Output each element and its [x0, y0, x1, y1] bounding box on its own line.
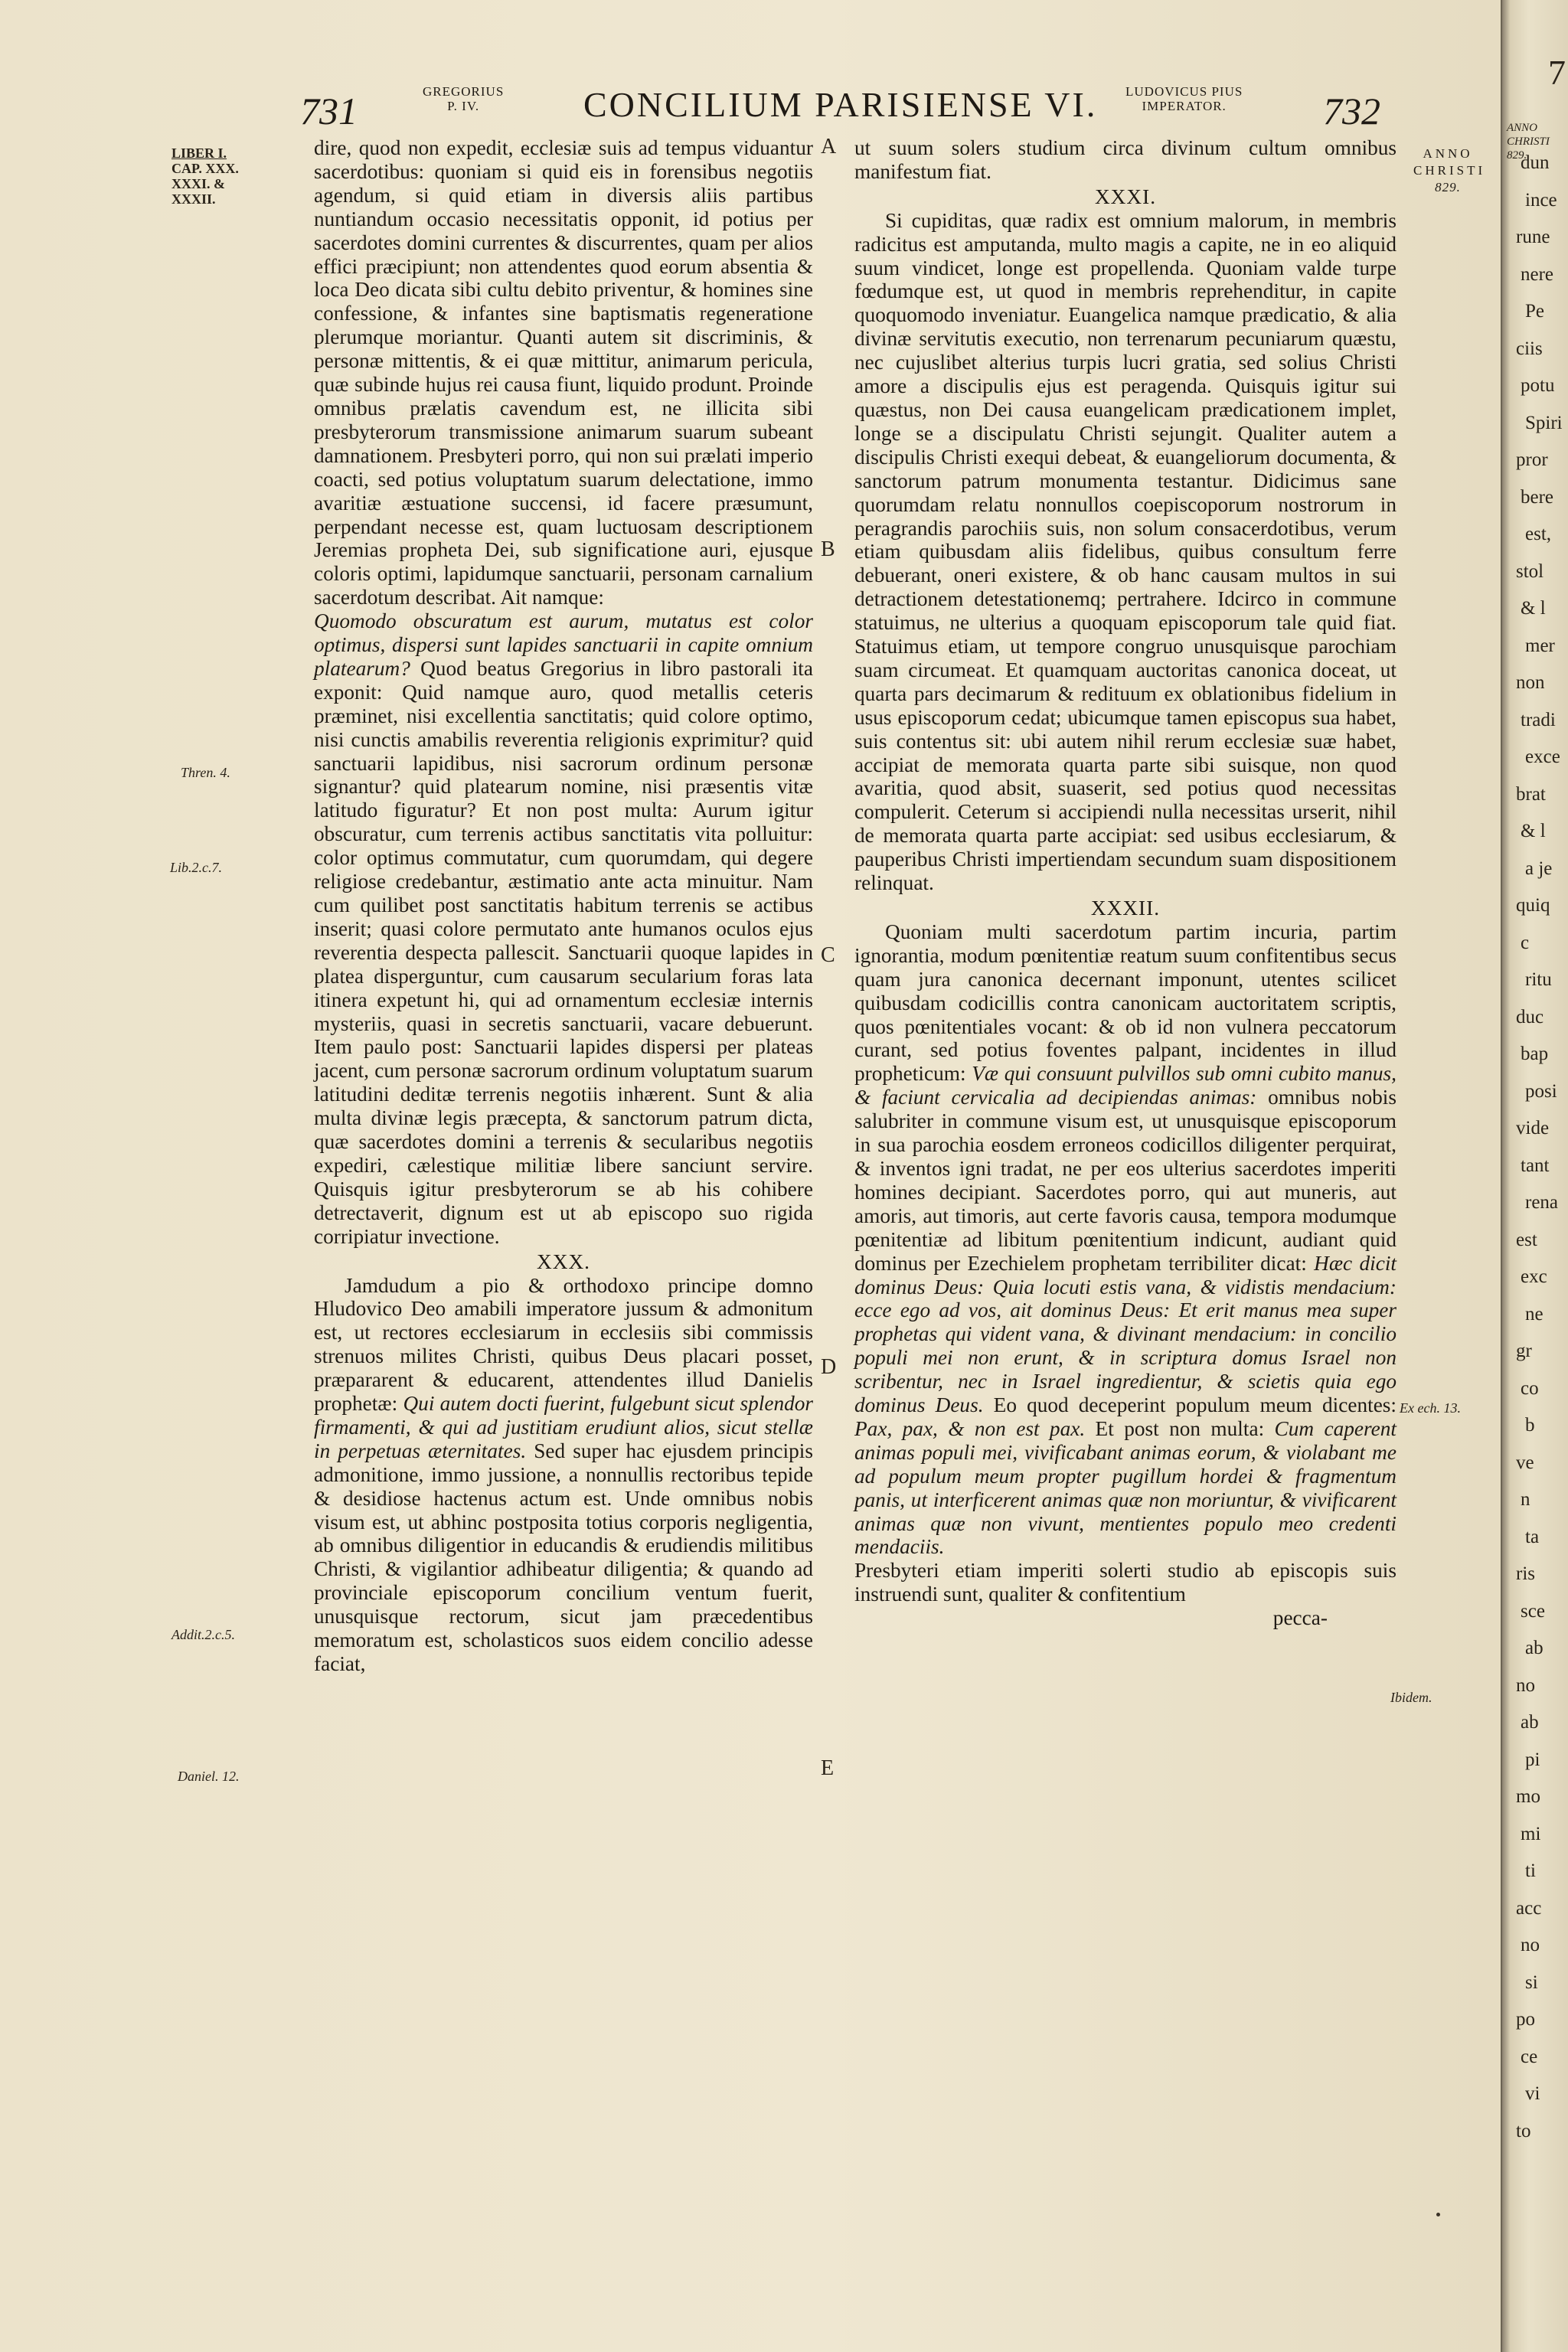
next-page-fragment: b [1525, 1415, 1535, 1436]
next-page-fragment: acc [1516, 1897, 1542, 1919]
left-column [314, 136, 813, 1676]
next-page-fragment: si [1525, 1971, 1538, 1993]
next-page-fragment: a je [1525, 858, 1553, 879]
next-page-fragment: ce [1521, 2046, 1538, 2067]
next-page-fragment: brat [1516, 783, 1546, 805]
right-quote-2: Hæc dicit dominus Deus: Quia locuti estis vana, & vidistis mendacium: ecce ego ad vos, ait dominus Deus: Et erit manus mea super prophetas qui vident vana, & divinant mendacium: in concilio populi mei non erunt, & in scriptura domus Israel non scribentur, nec in Israel ingredientur, & scietis quia ego dominus Deus. [854, 1251, 1396, 1417]
next-page-fragment: posi [1525, 1080, 1557, 1102]
left-paragraph-3 [314, 1274, 813, 1676]
next-page-fragment: exc [1521, 1266, 1547, 1287]
right-quote-3: Pax, pax, & non est pax. [854, 1416, 1086, 1440]
left-paragraph-1: dire, quod non expedit, ecclesiæ suis ad tempus viduantur sacerdotibus: quoniam si quid eis in forensibus negotiis agendum, si quid etiam in diversis aliis partibus nuntiandum occasio necessitatis opponit, id potius per sacerdotes domini currentes & discurrentes, quam per alios effici præcipiunt; non attendentes quod eorum absentia & loca Deo dicata sibi cultu debito priventur, & homines sine confessione, & infantes sine baptismatis regeneratione plerumque moriantur. Quanti autem sit discriminis, & personæ mittentis, & ei quæ mittitur, animarum pericula, quæ subinde hujus rei causa fiunt, liquido produnt. Proinde omnibus prælatis cavendum est, ne illicita sibi presbyterorum transmissione animarum suarum subeant damnationem. Presbyteri porro, qui non sui prælati imperio coacti, sed potius voluptatum suarum delectatione, immo avaritiæ æstuatione succensi, id facere præsumunt, perpendant necesse est, quam luctuosam descriptionem Jeremias propheta Dei, sub significatione auri, ejusque coloris optimi, lapidumque sanctuarii, personam carnalium sacerdotum describat. Ait namque: [314, 136, 813, 609]
section-letter-d: D [821, 1355, 837, 1379]
next-page-fragment: CHRISTI [1507, 136, 1550, 148]
catchword: pecca- [1272, 1606, 1328, 1630]
next-page-fragment: sce [1521, 1600, 1545, 1622]
left-paragraph-3-rest: Sed super hac ejusdem principis admonitione, immo jussione, a nonnullis rectoribus tepide & desidiose hactenus actum est. Unde omnibus nobis visum est, ut abhinc postposita totius corporis negligentia, ab omnibus diligentior in educandis & erudiendis militibus Christi, & vigilantior adhibeatur diligentia; & quando ad provinciale episcoporum concilium ventum fuerit, unusquisque rectorum, sicut jam præcedentibus memoratum est, scholasticos suos eidem concilio adesse faciat, [314, 1439, 813, 1675]
next-page-fragment: no [1521, 1935, 1540, 1955]
left-quote-1: Quomodo obscuratum est aurum, mutatus est color optimus, dispersi sunt lapides sanctuarii in capite omnium platearum? [314, 609, 813, 680]
next-page-fragment: exce [1525, 746, 1560, 767]
next-page-fragment: potu [1521, 375, 1555, 396]
next-page-fragment: quiq [1516, 895, 1550, 916]
section-letter-b: B [821, 537, 835, 561]
next-page-fragment: mo [1516, 1786, 1540, 1807]
page-number-left: 731 [300, 90, 358, 132]
next-page-fragment: dun [1521, 152, 1550, 173]
next-page-fragment: tant [1521, 1155, 1550, 1176]
right-quote-4: Cum caperent animas populi mei, vivificabant animas eorum, & violabant me ad populum meum propter pugillum hordei & fragmentum panis, ut interficerent animas quæ non moriuntur, & vivificarent animas quæ non vivunt, mentientes populo meo credenti mendaciis. [854, 1416, 1396, 1559]
margin-note-thren: Thren. 4. [181, 765, 230, 780]
next-page-fragment: ve [1516, 1452, 1534, 1473]
year-label: ANNO CHRISTI [1413, 146, 1486, 178]
next-page-fragment: pi [1525, 1749, 1540, 1770]
left-paragraph-3-text: Jamdudum a pio & orthodoxo principe domno Hludovico Deo amabili imperatore jussum & admonitum est, ut rectores ecclesiarum in ecclesiis sibi commissis strenuos milites Christi, quibus Deus placari posset, præpararent & educarent, attendentes illud Danielis prophetæ: [314, 1273, 813, 1416]
next-page-fragment: ANNO [1507, 122, 1538, 134]
next-page-fragment: no [1516, 1674, 1535, 1696]
margin-liber-line4: XXXII. [172, 191, 216, 207]
margin-liber-line3: XXXI. & [172, 176, 225, 191]
running-head-left-line1: GREGORIUS [423, 84, 505, 99]
margin-note-daniel: Daniel. 12. [178, 1769, 240, 1784]
next-page-fragment: vi [1525, 2083, 1540, 2104]
next-page-fragment: bere [1521, 486, 1554, 508]
margin-note-ezech: Ex ech. 13. [1400, 1400, 1461, 1416]
margin-note-ibidem: Ibidem. [1390, 1690, 1432, 1705]
running-head-right [1125, 84, 1243, 113]
running-head-right-line1: LUDOVICUS PIUS [1125, 84, 1243, 99]
margin-note-addit: Addit.2.c.5. [172, 1627, 235, 1642]
next-page-fragment: bap [1521, 1044, 1549, 1064]
next-page-fragment: 829. [1507, 149, 1527, 162]
right-paragraph-2-mid: omnibus nobis salubriter in commune visum est, ut unusquisque episcoporum in sua parochia eosdem erroneos codicillos diligenter perquirat, & inventos igni tradat, ne per eos ulterius sacerdotes imperiti homines decipiant. Sacerdotes porro, qui aut muneris, aut amoris, aut timoris, aut certe favoris causa, tempora modumque pœnitentiæ ad libitum pœnitentium indicunt, audiant quid dominus per Ezechielem prophetam terribiliter dicat: [854, 1086, 1396, 1275]
section-letter-c: C [821, 943, 835, 967]
next-page-fragment: nere [1521, 263, 1554, 285]
next-page-fragment: ab [1521, 1712, 1539, 1733]
left-quote-2: Qui autem docti fuerint, fulgebunt sicut splendor firmamenti, & qui ad justitiam erudiunt alios, sicut stellæ in perpetuas æternitates. [314, 1392, 814, 1462]
margin-note-liber [172, 145, 239, 207]
right-paragraph-2-mid2: Eo quod deceperint populum meum dicentes: [993, 1393, 1397, 1417]
next-page-fragment: ta [1525, 1526, 1540, 1547]
next-page-fragment: n [1521, 1489, 1530, 1510]
next-page-fragment: c [1521, 932, 1530, 953]
right-paragraph-2-text: Quoniam multi sacerdotum partim incuria, partim ignorantia, modum pœnitentiæ reatum suum confitentibus secus quam jura canonica decernant imponunt, utentes scilicet quibusdam codicillis contra canonicam auctoritatem scriptis, quos pœnitentiales vocant: & ob id non vulnera peccatorum curant, sed potius foventes palpant, incidentes in illud propheticum: [854, 920, 1396, 1086]
page-number-right: 732 [1323, 90, 1380, 132]
page-speck [1436, 2213, 1440, 2216]
margin-liber-line2: CAP. XXX. [172, 161, 239, 176]
next-page-fragment: pror [1516, 449, 1548, 470]
next-page-fragment: ince [1525, 189, 1557, 211]
right-paragraph-0: ut suum solers studium circa divinum cultum omnibus manifestum fiat. [854, 136, 1396, 183]
next-page-fragment: stol [1516, 560, 1544, 582]
chapter-heading-xxx: XXX. [537, 1250, 590, 1273]
left-paragraph-2 [314, 609, 813, 1248]
next-page-fragment: ne [1525, 1303, 1544, 1325]
next-page-fragment: Spiri [1525, 412, 1563, 433]
running-head-right-line2: IMPERATOR. [1142, 99, 1227, 113]
right-paragraph-3: Presbyteri etiam imperiti solerti studio ab episcopis suis instruendi sunt, qualiter & confitentium [854, 1559, 1396, 1606]
margin-note-lib: Lib.2.c.7. [170, 860, 223, 875]
page-title: CONCILIUM PARISIENSE VI. [583, 85, 1098, 124]
next-page-fragment: 7 [1548, 53, 1566, 92]
year-value: 829. [1435, 180, 1461, 194]
next-page-fragment: Pe [1525, 301, 1544, 322]
running-head-left-line2: P. IV. [447, 99, 480, 113]
section-letter-e: E [821, 1756, 835, 1780]
right-paragraph-2 [854, 920, 1396, 1559]
next-page-fragment: ab [1525, 1638, 1544, 1658]
next-page-fragment: ti [1525, 1860, 1536, 1881]
next-page-fragment: & l [1521, 598, 1546, 619]
next-page-fragment: tradi [1521, 709, 1556, 730]
next-page-fragment: ciis [1516, 338, 1543, 359]
next-page-fragment: non [1516, 672, 1545, 693]
next-page-fragment: gr [1516, 1341, 1532, 1361]
next-page-fragment: po [1516, 2009, 1535, 2030]
section-letter-a: A [821, 135, 837, 158]
next-page-fragment: & l [1521, 821, 1546, 841]
next-page-fragment: est, [1525, 524, 1552, 544]
next-page-fragment: est [1516, 1229, 1537, 1250]
chapter-heading-xxxi: XXXI. [1094, 185, 1157, 208]
next-page-fragment: vide [1516, 1118, 1550, 1138]
next-page-fragment: ris [1516, 1563, 1535, 1584]
next-page-fragment: co [1521, 1377, 1539, 1399]
next-page-edge [1501, 0, 1568, 2352]
next-page-fragment: mi [1521, 1823, 1541, 1844]
next-page-fragment: rune [1516, 227, 1550, 247]
right-paragraph-2-mid3: Et post non multa: [1095, 1416, 1265, 1440]
next-page-fragment: ritu [1525, 969, 1552, 990]
right-column [854, 136, 1396, 1630]
running-head-left [423, 84, 504, 113]
left-paragraph-2-text: Quod beatus Gregorius in libro pastorali ita exponit: Quid namque auro, quod metallis ceteris præminet, nisi excellentia sanctitatis; quid colore optimo, nisi cunctis amabilis reverentia religionis exprimitur? quid sanctuarii lapidibus, nisi sacrorum ordinum personæ signantur? quid platearum nomine, nisi præsentis vitæ latitudo figuratur? Et non post multa: Aurum igitur obscuratur, cum terrenis actibus sanctitatis vita polluitur: color optimus commutatur, cum quorumdam, qui degere religiose credebantur, æstimatio ante acta minuitur. Nam cum quilibet post sanctitatis habitum terrenis se actibus inserit; quasi colore permutato ante humanos oculos ejus reverentia despecta pallescit. Sanctuarii quoque lapides in platea disperguntur, cum causarum secularium foras lata itinera expetunt hi, qui ad ornamentum ecclesiæ internis mysteriis, quasi in secretis sanctuarii, vacare debuerunt. Item paulo post: Sanctuarii lapides dispersi per plateas jacent, cum personæ sacrorum ordinum voluptatum suarum latitudini deditæ terrenis negotiis inhærent. Sunt & alia multa divinæ legis præcepta, & sanctorum patrum dicta, quæ sacerdotes domini a terrenis & secularibus negotiis expediri, cælestique militiæ libere sanciunt servire. Quisquis igitur presbyterorum se ab his cohibere detrectaverit, dignum est ut ab episcopo suo rigida corripiatur invectione. [314, 656, 813, 1248]
next-page-fragment: rena [1525, 1192, 1559, 1213]
right-paragraph-1: Si cupiditas, quæ radix est omnium malorum, in membris radicitus est amputanda, multo magis a capite, ne in eo aliquid suum vindicet, longe est propellenda. Quoniam valde turpe fœdumque est, ut quod in membris reprehenditur, in capite quoquomodo inveniatur. Euangelica namque prædicatio, & alia divinæ servitutis executio, non terrenarum pecuniarum quæstu, nec cujuslibet alterius turpis lucri gratia, sed solius Christi amore a discipulis ejus est peragenda. Quisquis igitur sui quæstus, non Dei causa euangelicam prædicationem implet, longe se a discipulatu Christi sejungit. Qualiter autem a discipulis Christi exequi debeat, & euangeliorum documenta, & sanctorum patrum monumenta testantur. Didicimus sane quorumdam relatu nonnullos coepiscoporum nostrorum in peragrandis parochiis suis, non solum consacerdotibus, verum etiam quibusdam aliis fidelibus, quibus consultum ferre debuerant, oneri existere, & ob hanc causam multos in sui detractionem detestationemq; pertrahere. Idcirco in commune statuimus, ne ulterius a quoquam episcoporum tale quid fiat. Statuimus etiam, ut tempore congruo unusquisque parochiam suam circumeat. Et quamquam auctoritas canonica doceat, ut quarta pars decimarum & redituum ex oblationibus fidelium in usus episcoporum cedat; ubicumque tamen episcopus sua habet, suis contentus sit: ubi autem nihil rerum ecclesiæ suæ habet, accipiat de memorata quarta parte sibi suisque, non quod avaritia, quod absit, suaserit, sed potius quod necessitas compulerit. Ceterum si accipiendi nulla necessitas urserit, nihil de memorata quarta parte accipiat: sed usibus ecclesiarum, & pauperibus Christi impertiendam secundum suam dispositionem relinquat. [854, 208, 1396, 895]
next-page-fragment: duc [1516, 1006, 1544, 1027]
margin-liber-line1: LIBER I. [172, 145, 227, 161]
year-note [1413, 145, 1486, 196]
next-page-fragment: mer [1525, 635, 1555, 656]
right-quote-1: Væ qui consuunt pulvillos sub omni cubito manus, & faciunt cervicalia ad decipiendas animas: [854, 1062, 1396, 1109]
chapter-heading-xxxii: XXXII. [1090, 897, 1161, 920]
next-page-fragment: to [1516, 2120, 1531, 2141]
